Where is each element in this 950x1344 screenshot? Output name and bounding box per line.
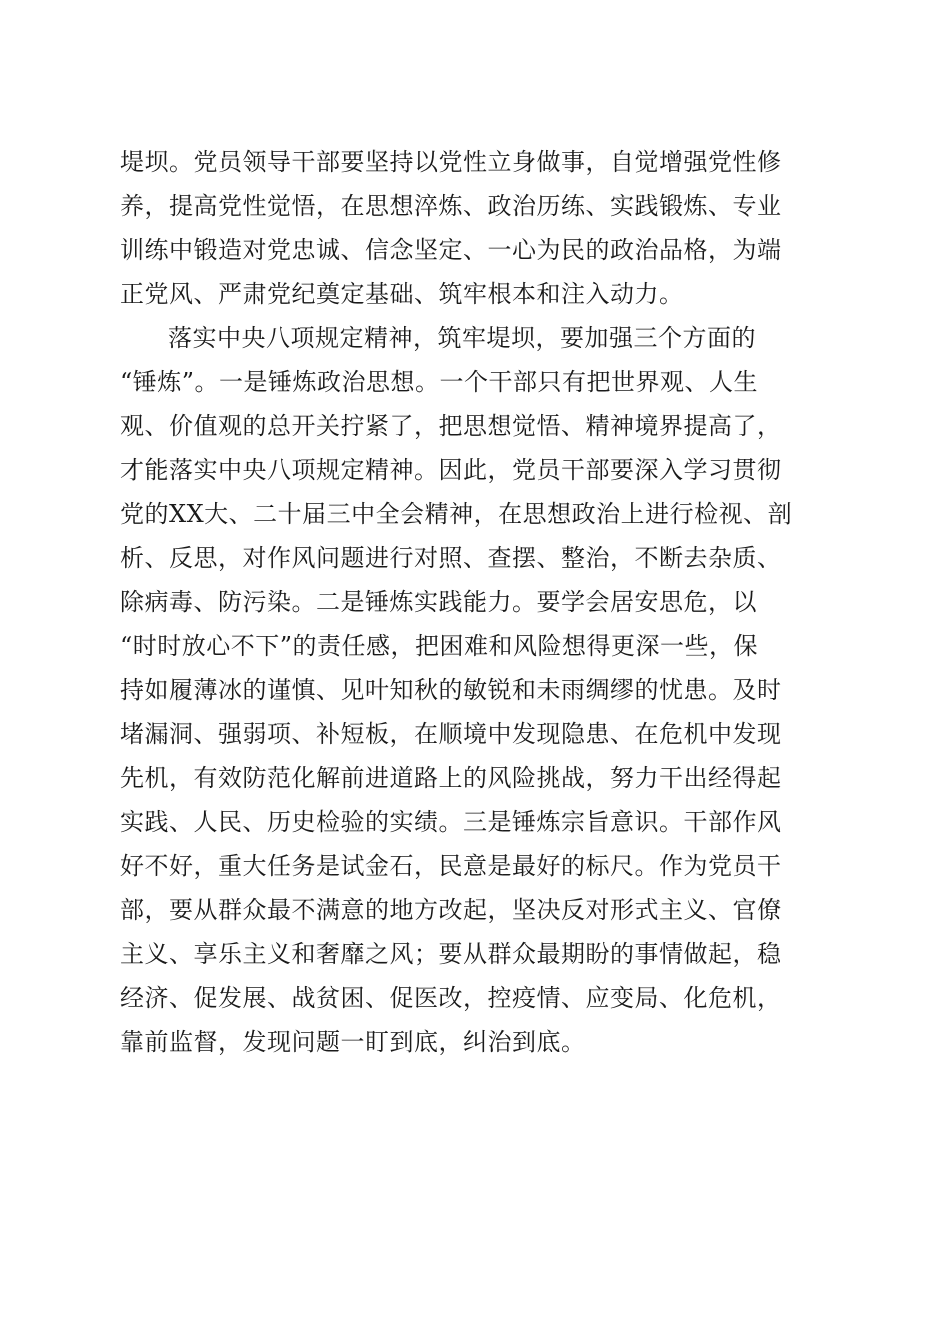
document-body: [120, 140, 830, 1064]
text-line: 靠前监督，发现问题一盯到底，纠治到底。: [120, 1028, 586, 1056]
text-line: 好不好，重大任务是试金石，民意是最好的标尺。作为党员干: [120, 852, 782, 880]
text-line: 析、反思，对作风问题进行对照、查摆、整治，不断去杂质、: [120, 544, 782, 572]
text-line: 主义、享乐主义和奢靡之风；要从群众最期盼的事情做起，稳: [120, 940, 782, 968]
text-line: 除病毒、防污染。二是锤炼实践能力。要学会居安思危，以: [120, 588, 757, 616]
text-line: 经济、促发展、战贫困、促医改，控疫情、应变局、化危机，: [120, 984, 782, 1012]
text-line: “锤炼”。一是锤炼政治思想。一个干部只有把世界观、人生: [120, 368, 759, 396]
text-line: 实践、人民、历史检验的实绩。三是锤炼宗旨意识。干部作风: [120, 808, 782, 836]
text-line: 养，提高党性觉悟，在思想淬炼、政治历练、实践锻炼、专业: [120, 192, 782, 220]
text-line: 堤坝。党员领导干部要坚持以党性立身做事，自觉增强党性修: [120, 148, 782, 176]
text-line: 持如履薄冰的谨慎、见叶知秋的敏锐和未雨绸缪的忧患。及时: [120, 676, 782, 704]
text-line: 党的XX大、二十届三中全会精神，在思想政治上进行检视、剖: [120, 500, 793, 528]
text-line: 先机，有效防范化解前进道路上的风险挑战，努力干出经得起: [120, 764, 782, 792]
text-line: “时时放心不下”的责任感，把困难和风险想得更深一些，保: [120, 632, 759, 660]
paragraph-2: [120, 316, 830, 1064]
text-line: 落实中央八项规定精神，筑牢堤坝，要加强三个方面的: [168, 324, 756, 352]
text-line: 观、价值观的总开关拧紧了，把思想觉悟、精神境界提高了，: [120, 412, 782, 440]
text-line: 堵漏洞、强弱项、补短板，在顺境中发现隐患、在危机中发现: [120, 720, 782, 748]
text-line: 正党风、严肃党纪奠定基础、筑牢根本和注入动力。: [120, 280, 684, 308]
text-line: 部，要从群众最不满意的地方改起，坚决反对形式主义、官僚: [120, 896, 782, 924]
paragraph-1: [120, 140, 830, 316]
text-line: 才能落实中央八项规定精神。因此，党员干部要深入学习贯彻: [120, 456, 782, 484]
text-line: 训练中锻造对党忠诚、信念坚定、一心为民的政治品格，为端: [120, 236, 782, 264]
